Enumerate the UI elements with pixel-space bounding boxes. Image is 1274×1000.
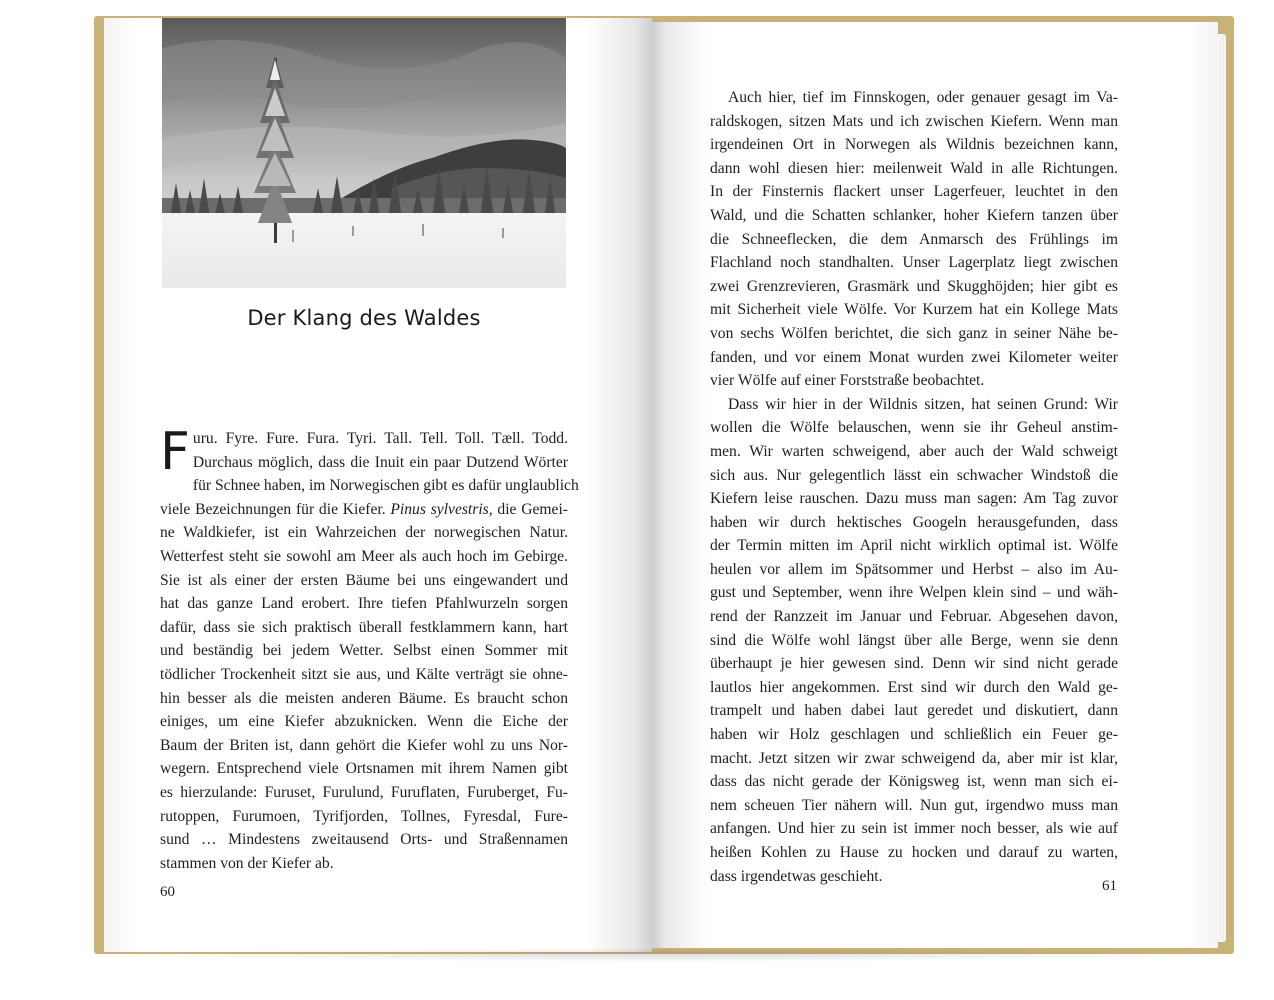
text-line: Sie ist als einer der ersten Bäume bei uns eingewandert und xyxy=(160,571,568,589)
text-line: trampelt und haben dabei laut geredet und diskutiert, dann xyxy=(710,702,1118,720)
right-page-body-text xyxy=(710,86,1118,888)
text-line: dafür, dass sie sich praktisch überall festklammern kann, hart xyxy=(160,618,568,636)
text-line: dass das nicht gerade der Königsweg ist, wenn man sich ei- xyxy=(710,773,1118,791)
text-line: tödlicher Trockenheit sitzt sie aus, und Kälte verträgt sie ohne- xyxy=(160,665,568,683)
text-line: macht. Jetzt sitzen wir zwar schweigend da, aber mir ist klar, xyxy=(710,749,1118,767)
winter-landscape-image xyxy=(162,18,566,288)
latin-species-name: Pinus sylvestris, xyxy=(390,500,493,518)
text-line: und beständig bei jedem Wetter. Selbst einen Sommer mit xyxy=(160,642,568,660)
text-line: Baum der Briten ist, dann gehört die Kiefer wohl zu uns Nor- xyxy=(160,736,568,754)
left-page-body-text xyxy=(160,422,579,875)
text-line: stammen von der Kiefer ab. xyxy=(160,854,334,872)
text-line: anfangen. Und hier zu sein ist immer noch besser, als wie auf xyxy=(710,820,1118,838)
text-line: viele Bezeichnungen für die Kiefer. Pinus sylvestris, die Gemei- xyxy=(160,500,569,518)
text-line: rutoppen, Furumoen, Tyrifjorden, Tollnes, Fyresdal, Fure- xyxy=(160,807,568,825)
text-line: Wetterfest steht sie sowohl am Meer als auch hoch im Gebirge. xyxy=(160,547,568,565)
text-line: sich aus. Nur gelegentlich lässt ein schwacher Windstoß die xyxy=(710,466,1118,484)
text-line: wegern. Entsprechend viele Ortsnamen mit ihrem Namen gibt xyxy=(160,760,568,778)
text-line: dann wohl diesen hier: meilenweit Wald in alle Richtungen. xyxy=(710,159,1118,177)
page-number-left: 60 xyxy=(160,884,175,900)
book-shadow xyxy=(96,948,1232,962)
text-line: wollen die Wölfe belauschen, wenn sie ihr Geheul anstim- xyxy=(710,419,1118,437)
text-line: dass irgendetwas geschieht. xyxy=(710,867,883,885)
text-line: ne Waldkiefer, ist ein Wahrzeichen der norwegischen Natur. xyxy=(160,524,568,542)
text-line: In der Finsternis flackert unser Lagerfeuer, leuchtet in den xyxy=(710,183,1118,201)
text-line: raldskogen, sitzen Mats und ich zwischen Kiefern. Wenn man xyxy=(710,112,1118,130)
text-line: von sechs Wölfen berichtet, die sich ganz in seiner Nähe be- xyxy=(710,324,1118,342)
text-line: Dass wir hier in der Wildnis sitzen, hat seinen Grund: Wir xyxy=(728,395,1118,413)
text-line: sund … Mindestens zweitausend Orts- und Straßennamen xyxy=(160,831,568,849)
text-line: uru. Fyre. Fure. Fura. Tyri. Tall. Tell. Toll. Tæll. Todd. xyxy=(192,430,568,447)
text-line: der Termin mitten im April nicht wirklich optimal ist. Wölfe xyxy=(710,537,1118,555)
text-line: hin besser als die meisten anderen Bäume. Es braucht schon xyxy=(160,689,568,707)
text-line: einiges, um eine Kiefer abzuknicken. Wenn die Eiche der xyxy=(160,713,568,731)
text-line: nem scheuen Tier nähern will. Nun gut, irgendwo muss man xyxy=(710,796,1118,814)
text-line: haben wir Holz geschlagen und schließlich ein Feuer ge- xyxy=(710,726,1118,744)
text-line: Flachland noch standhalten. Unser Lagerplatz liegt zwischen xyxy=(710,254,1118,272)
winter-forest-photo xyxy=(162,18,566,288)
text-line: Durchaus möglich, dass die Inuit ein paar Dutzend Wörter xyxy=(192,453,568,471)
text-line: vier Wölfe auf einer Forststraße beobachtet. xyxy=(710,372,985,390)
text-line: sind die Wölfe wohl längst über alle Berge, wenn sie denn xyxy=(710,631,1118,649)
text-line: Kiefern leise rauschen. Dazu muss man sagen: Am Tag zuvor xyxy=(710,490,1118,508)
text-line: lautlos hier angekommen. Erst sind wir durch den Wald ge- xyxy=(710,678,1118,696)
text-line: für Schnee haben, im Norwegischen gibt es dafür unglaublich xyxy=(192,477,579,495)
dropcap-letter: F xyxy=(160,422,190,482)
text-line: heißen Kohlen zu Hause zu hocken und darauf zu warten, xyxy=(710,844,1118,861)
text-line: Auch hier, tief im Finnskogen, oder genauer gesagt im Va- xyxy=(728,89,1118,106)
text-line: gust und September, wenn ihre Welpen klein sind – und wäh- xyxy=(710,584,1118,602)
text-line: hat das ganze Land erobert. Ihre tiefen Pfahlwurzeln sorgen xyxy=(160,595,568,613)
text-line: mit Sicherheit viele Wölfe. Vor Kurzem hat ein Kollege Mats xyxy=(710,301,1118,319)
text-line: die Schneeflecken, die dem Anmarsch des Frühlings im xyxy=(710,230,1118,248)
text-line: heulen vor allem im Spätsommer und Herbst – also im Au- xyxy=(710,560,1118,578)
text-line: Wald, und die Schatten schlanker, hoher Kiefern tanzen über xyxy=(710,206,1118,224)
text-line: haben wir durch hektisches Googeln herausgefunden, dass xyxy=(710,513,1118,531)
text-line: zwei Grenzrevieren, Grasmärk und Skugghöjden; hier gibt es xyxy=(710,277,1118,295)
text-line: irgendeinen Ort in Norwegen als Wildnis bezeichnen kann, xyxy=(710,136,1118,154)
page-number-right: 61 xyxy=(1102,878,1117,894)
text-line: überhaupt je hier gewesen sind. Denn wir sind nicht gerade xyxy=(710,655,1118,673)
chapter-title: Der Klang des Waldes xyxy=(247,306,481,330)
text-line: rend der Ranzzeit im Januar und Februar. Abgesehen davon, xyxy=(710,608,1118,626)
text-line: men. Wir warten schweigend, aber auch der Wald schweigt xyxy=(710,442,1118,460)
text-line: fanden, und vor einem Monat wurden zwei Kilometer weiter xyxy=(710,348,1118,366)
text-line: es hierzulande: Furuset, Furulund, Furuflaten, Furuberget, Fu- xyxy=(160,783,568,801)
